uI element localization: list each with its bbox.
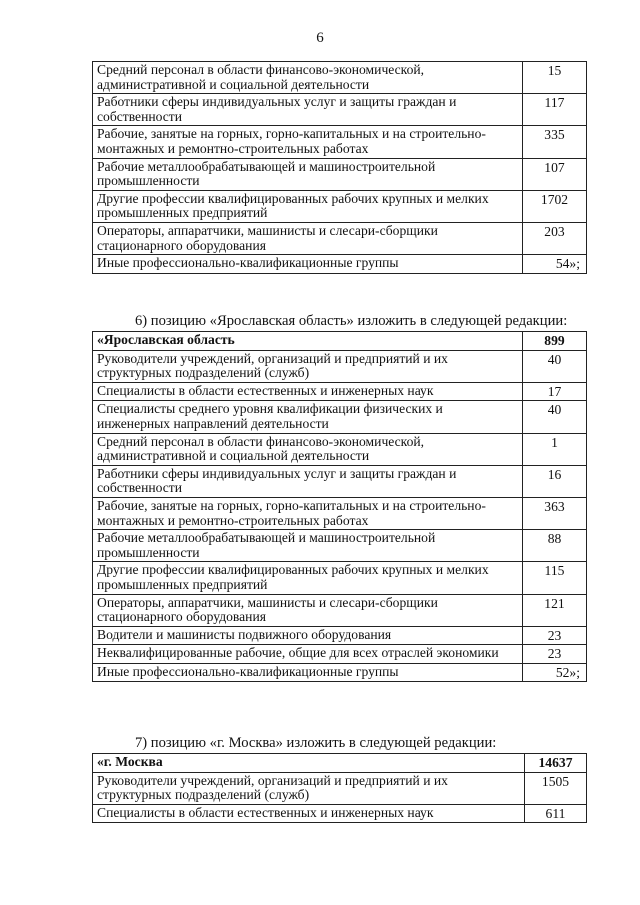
row-value: 17	[523, 382, 587, 401]
row-label: Средний персонал в области финансово-экономической, административной и социальной деятельности	[93, 433, 523, 465]
row-label: Руководители учреждений, организаций и предприятий и их структурных подразделений (служб)	[93, 772, 525, 804]
region-name: «г. Москва	[93, 754, 525, 773]
row-label: Иные профессионально-квалификационные группы	[93, 255, 523, 274]
row-value: 363	[523, 497, 587, 529]
table-row	[93, 804, 587, 823]
row-value: 1505	[525, 772, 587, 804]
row-label: Работники сферы индивидуальных услуг и защиты граждан и собственности	[93, 94, 523, 126]
table-row	[93, 255, 587, 274]
region-header-row	[93, 332, 587, 351]
row-value: 23	[523, 626, 587, 645]
table-row	[93, 401, 587, 433]
table-row	[93, 126, 587, 158]
profession-table-moscow	[92, 753, 587, 823]
table-row	[93, 350, 587, 382]
row-value: 40	[523, 401, 587, 433]
row-value: 16	[523, 465, 587, 497]
row-label: Специалисты среднего уровня квалификации физических и инженерных направлений деятельности	[93, 401, 523, 433]
table-row	[93, 158, 587, 190]
row-label: Иные профессионально-квалификационные группы	[93, 663, 523, 682]
row-label: Рабочие металлообрабатывающей и машиностроительной промышленности	[93, 530, 523, 562]
row-value: 23	[523, 645, 587, 664]
row-value: 121	[523, 594, 587, 626]
row-label: Неквалифицированные рабочие, общие для всех отраслей экономики	[93, 645, 523, 664]
table-row	[93, 222, 587, 254]
row-value: 115	[523, 562, 587, 594]
row-value: 117	[523, 94, 587, 126]
row-label: Специалисты в области естественных и инженерных наук	[93, 804, 525, 823]
row-label: Рабочие, занятые на горных, горно-капитальных и на строительно-монтажных и ремонтно-строительных работах	[93, 126, 523, 158]
row-label: Руководители учреждений, организаций и предприятий и их структурных подразделений (служб)	[93, 350, 523, 382]
row-value: 335	[523, 126, 587, 158]
row-value: 15	[523, 62, 587, 94]
row-value: 40	[523, 350, 587, 382]
row-value: 88	[523, 530, 587, 562]
row-label: Рабочие, занятые на горных, горно-капитальных и на строительно-монтажных и ремонтно-строительных работах	[93, 497, 523, 529]
row-label: Средний персонал в области финансово-экономической, административной и социальной деятельности	[93, 62, 523, 94]
row-value: 52»;	[523, 663, 587, 682]
table-row	[93, 497, 587, 529]
profession-table-continued	[92, 61, 587, 274]
region-total: 899	[523, 332, 587, 351]
table-row	[93, 663, 587, 682]
row-value: 1702	[523, 190, 587, 222]
page-number: 6	[316, 30, 324, 46]
row-label: Операторы, аппаратчики, машинисты и слесари-сборщики стационарного оборудования	[93, 594, 523, 626]
row-value: 203	[523, 222, 587, 254]
table-row	[93, 465, 587, 497]
table-row	[93, 62, 587, 94]
row-label: Другие профессии квалифицированных рабочих крупных и мелких промышленных предприятий	[93, 190, 523, 222]
table-row	[93, 190, 587, 222]
row-value: 611	[525, 804, 587, 823]
row-label: Работники сферы индивидуальных услуг и защиты граждан и собственности	[93, 465, 523, 497]
row-label: Специалисты в области естественных и инженерных наук	[93, 382, 523, 401]
table-row	[93, 562, 587, 594]
table-row	[93, 645, 587, 664]
profession-table-yaroslavl	[92, 331, 587, 682]
row-label: Водители и машинисты подвижного оборудования	[93, 626, 523, 645]
table-row	[93, 433, 587, 465]
row-label: Рабочие металлообрабатывающей и машиностроительной промышленности	[93, 158, 523, 190]
table-row	[93, 594, 587, 626]
row-value: 107	[523, 158, 587, 190]
amendment-paragraph-7: 7) позицию «г. Москва» изложить в следующей редакции:	[135, 735, 497, 751]
row-label: Другие профессии квалифицированных рабочих крупных и мелких промышленных предприятий	[93, 562, 523, 594]
amendment-paragraph-6: 6) позицию «Ярославская область» изложить в следующей редакции:	[135, 313, 568, 329]
region-name: «Ярославская область	[93, 332, 523, 351]
row-value: 1	[523, 433, 587, 465]
table-row	[93, 382, 587, 401]
table-row	[93, 530, 587, 562]
table-row	[93, 94, 587, 126]
region-header-row	[93, 754, 587, 773]
row-value: 54»;	[523, 255, 587, 274]
row-label: Операторы, аппаратчики, машинисты и слесари-сборщики стационарного оборудования	[93, 222, 523, 254]
region-total: 14637	[525, 754, 587, 773]
table-row	[93, 772, 587, 804]
table-row	[93, 626, 587, 645]
